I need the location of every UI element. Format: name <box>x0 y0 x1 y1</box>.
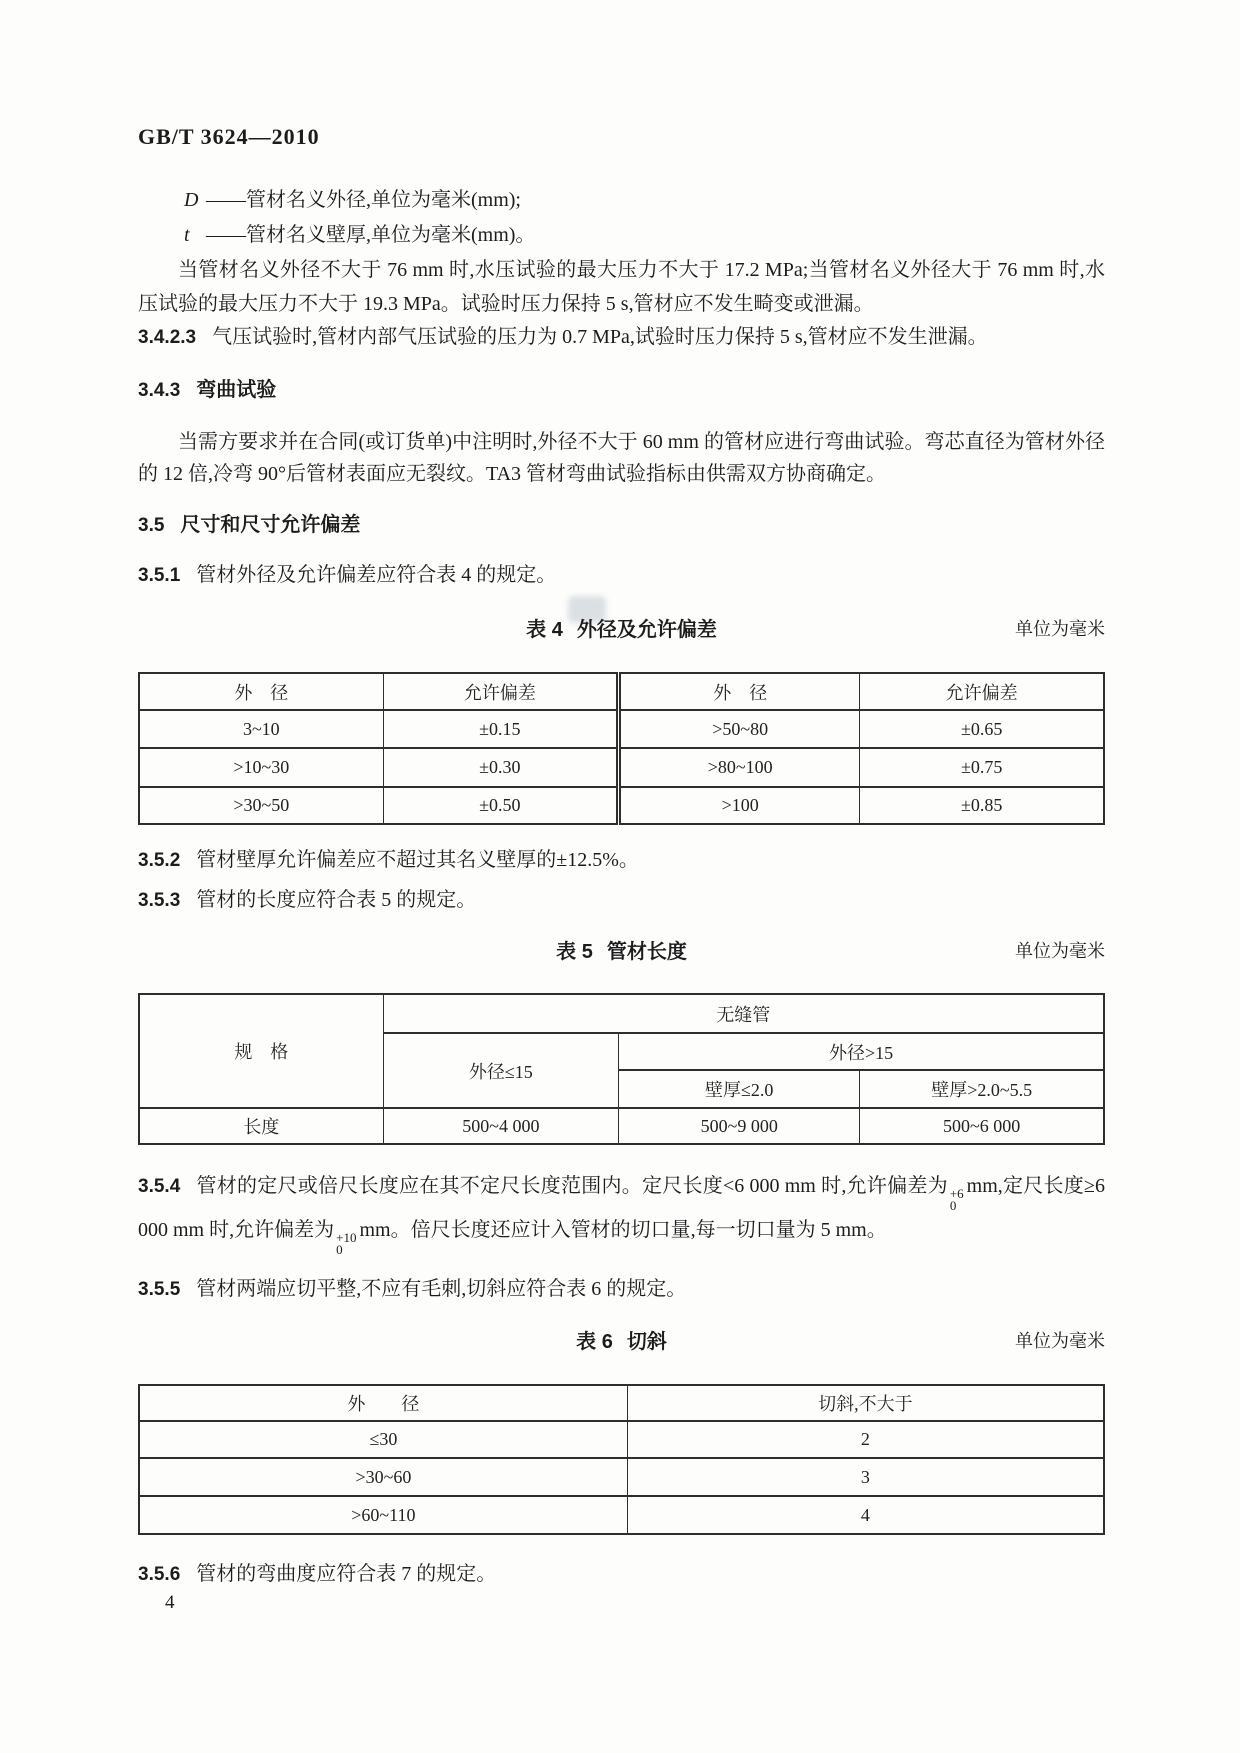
section-text: mm,定尺长度≥6 000 mm 时,允许偏差为 <box>138 1175 1105 1241</box>
table-cell-spec: 规 格 <box>139 994 383 1108</box>
table-cell: 500~4 000 <box>383 1108 618 1144</box>
table-row <box>139 1385 1104 1421</box>
heading-title: 尺寸和尺寸允许偏差 <box>180 514 361 536</box>
table-header-cell: 外 径 <box>619 673 860 710</box>
table-cell: ±0.15 <box>383 710 618 748</box>
table-cell: >100 <box>619 787 860 824</box>
table-cell: 500~9 000 <box>619 1108 860 1144</box>
tolerance-lower: 0 <box>336 1242 343 1257</box>
section-3-5-1 <box>138 558 1105 593</box>
table-cell: >80~100 <box>619 748 860 787</box>
table-header-cell: 允许偏差 <box>860 673 1104 710</box>
section-3-4-2-3 <box>138 320 1105 355</box>
table-header-cell: 切斜,不大于 <box>627 1385 1104 1421</box>
heading-title: 弯曲试验 <box>196 379 277 401</box>
section-text: 管材的长度应符合表 5 的规定。 <box>196 889 477 911</box>
tolerance-lower: 0 <box>949 1198 957 1213</box>
symbol-definitions <box>138 183 1105 253</box>
table-cell: 4 <box>627 1496 1104 1534</box>
unit-note: 单位为毫米 <box>1015 1331 1105 1351</box>
tolerance-notation <box>336 1232 356 1256</box>
table-cell-od-le15: 外径≤15 <box>383 1033 618 1108</box>
table-cell: >30~50 <box>139 787 383 824</box>
section-number: 3.5.4 <box>138 1176 181 1197</box>
tolerance-notation <box>950 1188 964 1212</box>
section-text: mm。倍尺长度还应计入管材的切口量,每一切口量为 5 mm。 <box>359 1219 887 1241</box>
table-row <box>139 748 1104 787</box>
table-cell-seamless: 无缝管 <box>383 994 1104 1033</box>
table-cell: 2 <box>627 1421 1104 1458</box>
table-cell: ≤30 <box>139 1421 627 1458</box>
table-row <box>139 1108 1104 1144</box>
table-cell: >60~110 <box>139 1496 627 1534</box>
table-row <box>139 710 1104 748</box>
table-5-caption <box>138 935 1105 964</box>
paragraph-hydro-test: 当管材名义外径不大于 76 mm 时,水压试验的最大压力不大于 17.2 MPa;当管材名义外径大于 76 mm 时,水压试验的最大压力不大于 19.3 MPa。试验时压力保持 5 s,管材应不发生畸变或泄漏。 <box>138 259 1105 315</box>
table-label: 表 4 <box>526 619 563 641</box>
section-number: 3.5 <box>138 515 165 536</box>
table-cell: ±0.30 <box>383 748 618 787</box>
table-header-cell: 外 径 <box>139 673 383 710</box>
table-cell: >50~80 <box>619 710 860 748</box>
section-3-5-6 <box>138 1557 1105 1592</box>
table-row <box>139 1458 1104 1496</box>
table-4 <box>138 672 1105 825</box>
symbol-t: t <box>184 224 190 246</box>
tolerance-upper: +10 <box>336 1230 357 1245</box>
table-header-cell: 外 径 <box>139 1385 627 1421</box>
table-cell: >10~30 <box>139 748 383 787</box>
table-row <box>139 787 1104 824</box>
definition-text: ——管材名义外径,单位为毫米(mm); <box>206 189 521 211</box>
section-text: 管材两端应切平整,不应有毛刺,切斜应符合表 6 的规定。 <box>196 1278 687 1300</box>
section-3-5-4 <box>138 1168 1105 1256</box>
table-cell: >30~60 <box>139 1458 627 1496</box>
section-text: 管材的定尺或倍尺长度应在其不定尺长度范围内。定尺长度<6 000 mm 时,允许偏差为 <box>196 1175 948 1197</box>
table-label: 表 5 <box>556 941 593 963</box>
section-number: 3.5.6 <box>138 1564 181 1585</box>
standard-number-header: GB/T 3624—2010 <box>138 124 320 149</box>
table-title: 管材长度 <box>606 941 687 963</box>
table-row <box>139 1421 1104 1458</box>
heading-3-5 <box>138 508 1105 543</box>
section-text: 管材的弯曲度应符合表 7 的规定。 <box>196 1563 497 1585</box>
table-cell: ±0.50 <box>383 787 618 824</box>
definition-text: ——管材名义壁厚,单位为毫米(mm)。 <box>206 224 536 246</box>
table-cell-length-label: 长度 <box>139 1108 383 1144</box>
table-row <box>139 1496 1104 1534</box>
unit-note: 单位为毫米 <box>1015 619 1105 639</box>
table-6-wrapper <box>138 1384 1105 1535</box>
table-5-wrapper <box>138 993 1105 1145</box>
table-cell: 3~10 <box>139 710 383 748</box>
heading-3-4-3 <box>138 373 1105 408</box>
table-row <box>139 673 1104 710</box>
table-header-cell: 允许偏差 <box>383 673 618 710</box>
section-3-5-2 <box>138 843 1105 878</box>
definition-line-D <box>184 183 1105 218</box>
table-4-caption <box>138 613 1105 642</box>
paragraph-bend-test: 当需方要求并在合同(或订货单)中注明时,外径不大于 60 mm 的管材应进行弯曲试验。弯芯直径为管材外径的 12 倍,冷弯 90°后管材表面应无裂纹。TA3 管材弯曲试验指标由供需双方协商确定。 <box>138 431 1105 485</box>
tolerance-upper: +6 <box>949 1186 964 1201</box>
section-number: 3.5.3 <box>138 890 181 911</box>
symbol-D: D <box>184 189 199 211</box>
page-number: 4 <box>165 1592 175 1613</box>
section-text: 管材壁厚允许偏差应不超过其名义壁厚的±12.5%。 <box>196 849 639 871</box>
table-cell-od-gt15: 外径>15 <box>619 1033 1104 1070</box>
table-cell-wall-le2: 壁厚≤2.0 <box>619 1070 860 1108</box>
table-cell: ±0.65 <box>860 710 1104 748</box>
section-number: 3.5.5 <box>138 1279 181 1300</box>
table-title: 外径及允许偏差 <box>576 619 717 641</box>
section-text: 管材外径及允许偏差应符合表 4 的规定。 <box>196 564 557 586</box>
section-text: 气压试验时,管材内部气压试验的压力为 0.7 MPa,试验时压力保持 5 s,管材应不发生泄漏。 <box>212 326 988 348</box>
table-5 <box>138 993 1105 1145</box>
table-row <box>139 994 1104 1033</box>
table-6 <box>138 1384 1105 1535</box>
table-label: 表 6 <box>576 1331 613 1353</box>
table-cell: ±0.75 <box>860 748 1104 787</box>
table-6-caption <box>138 1325 1105 1354</box>
section-number: 3.4.3 <box>138 380 181 401</box>
section-number: 3.5.1 <box>138 565 181 586</box>
table-cell: ±0.85 <box>860 787 1104 824</box>
table-4-wrapper <box>138 672 1105 825</box>
table-title: 切斜 <box>626 1331 667 1353</box>
table-cell: 500~6 000 <box>860 1108 1104 1144</box>
section-number: 3.4.2.3 <box>138 327 197 348</box>
section-3-5-5 <box>138 1272 1105 1307</box>
section-3-5-3 <box>138 883 1105 918</box>
section-number: 3.5.2 <box>138 850 181 871</box>
table-cell-wall-gt2: 壁厚>2.0~5.5 <box>860 1070 1104 1108</box>
table-cell: 3 <box>627 1458 1104 1496</box>
definition-line-t <box>184 218 1105 253</box>
unit-note: 单位为毫米 <box>1015 941 1105 961</box>
